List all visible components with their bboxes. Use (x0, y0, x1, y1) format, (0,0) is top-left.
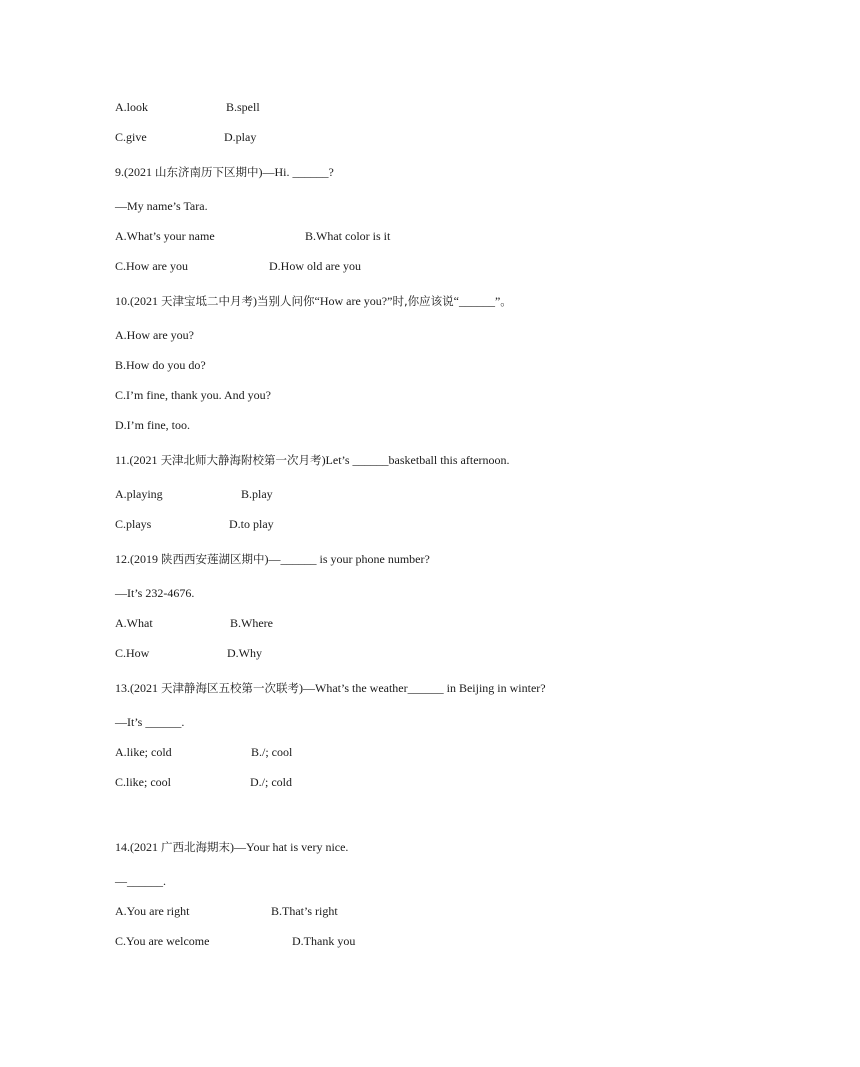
q11-source: 天津北师大静海附校第一次月考 (160, 453, 322, 467)
q9-option-b: B.What color is it (305, 229, 391, 243)
q10-option-d: D.I’m fine, too. (115, 418, 190, 432)
q9-option-d: D.How old are you (269, 259, 361, 273)
q10-stem (115, 294, 512, 308)
q13-stem-text: )—What’s the weather______ in Beijing in winter? (299, 681, 546, 695)
q13-option-a: A.like; cold (115, 745, 172, 759)
q11-number: 11.(2021 (115, 453, 161, 467)
q11-option-d: D.to play (229, 517, 274, 531)
q13-option-d: D./; cold (250, 775, 292, 789)
q12-number: 12.(2019 (115, 552, 161, 566)
q10-option-a: A.How are you? (115, 328, 194, 342)
q8-option-c: C.give (115, 130, 147, 144)
q10-stem-a: ) (253, 294, 257, 308)
q13-reply: —It’s ______. (115, 715, 185, 729)
q10-option-b: B.How do you do? (115, 358, 206, 372)
q14-option-b: B.That’s right (271, 904, 338, 918)
q14-stem (115, 840, 348, 854)
q13-option-b: B./; cool (251, 745, 293, 759)
q11-option-c: C.plays (115, 517, 152, 531)
q9-stem-text: )—Hi. ______? (258, 165, 334, 179)
q10-option-c: C.I’m fine, thank you. And you? (115, 388, 271, 402)
q12-option-d: D.Why (227, 646, 262, 660)
q11-option-a: A.playing (115, 487, 163, 501)
q13-option-c: C.like; cool (115, 775, 171, 789)
q12-option-a: A.What (115, 616, 153, 630)
q10-stem-cn2: 时,你应该说 (392, 294, 454, 308)
q9-stem (115, 165, 334, 179)
q12-stem (115, 552, 430, 566)
q10-source: 天津宝坻二中月考 (161, 294, 253, 308)
q11-option-b: B.play (241, 487, 273, 501)
q9-reply: —My name’s Tara. (115, 199, 208, 213)
q13-stem (115, 681, 546, 695)
q12-option-c: C.How (115, 646, 150, 660)
q13-source: 天津静海区五校第一次联考 (161, 681, 299, 695)
q9-option-c: C.How are you (115, 259, 188, 273)
q14-option-a: A.You are right (115, 904, 190, 918)
q14-number: 14.(2021 (115, 840, 161, 854)
q12-source: 陕西西安莲湖区期中 (161, 552, 265, 566)
q11-stem-text: )Let’s ______basketball this afternoon. (321, 453, 510, 467)
q10-number: 10.(2021 (115, 294, 161, 308)
q9-option-a: A.What’s your name (115, 229, 215, 243)
q12-reply: —It’s 232-4676. (115, 586, 195, 600)
q10-stem-en: “How are you?” (314, 294, 393, 308)
q14-reply: —______. (115, 874, 166, 888)
q11-stem (115, 453, 510, 467)
q12-option-b: B.Where (230, 616, 273, 630)
q9-number: 9.(2021 (115, 165, 155, 179)
q13-number: 13.(2021 (115, 681, 161, 695)
q8-option-a: A.look (115, 100, 148, 114)
q10-stem-end: 。 (500, 294, 512, 308)
q14-option-c: C.You are welcome (115, 934, 210, 948)
q14-option-d: D.Thank you (292, 934, 356, 948)
q8-option-b: B.spell (226, 100, 260, 114)
q8-option-d: D.play (224, 130, 257, 144)
q10-stem-blank: “______” (453, 294, 501, 308)
q10-stem-cn1: 当别人问你 (257, 294, 315, 308)
q14-stem-text: )—Your hat is very nice. (230, 840, 349, 854)
q14-source: 广西北海期末 (161, 840, 230, 854)
q9-source: 山东济南历下区期中 (155, 165, 259, 179)
q12-stem-text: )—______ is your phone number? (264, 552, 430, 566)
